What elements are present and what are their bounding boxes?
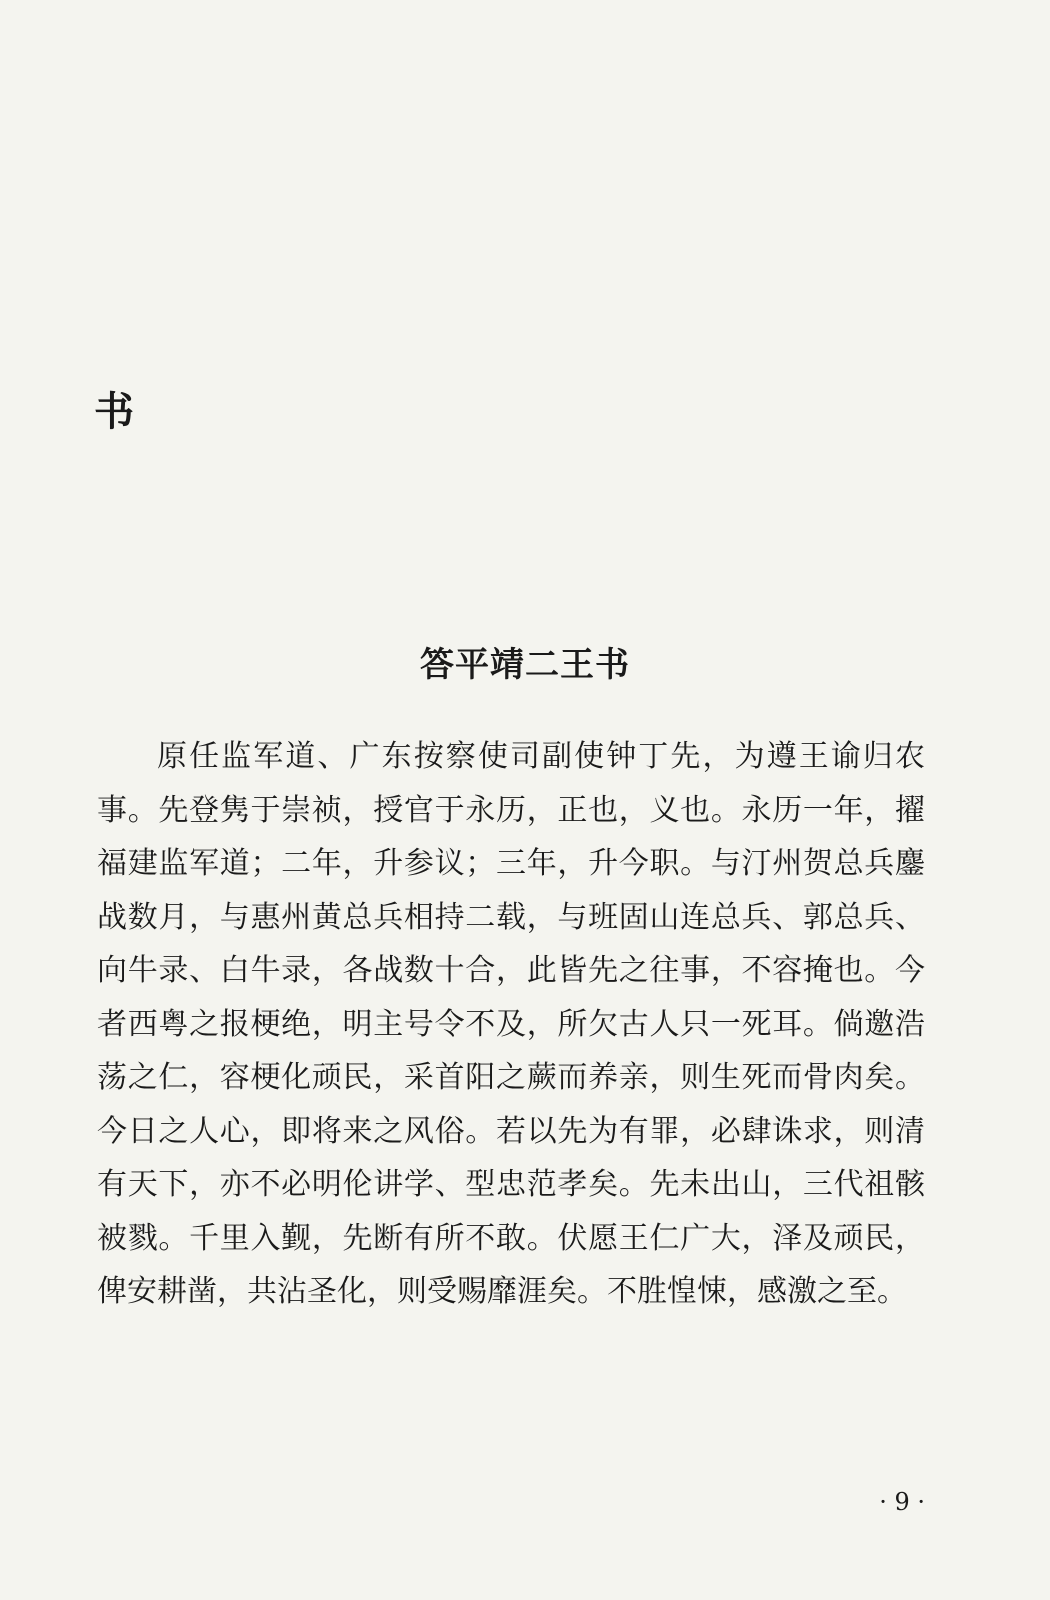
page-number: · 9 · [879,1488,925,1516]
section-heading: 书 [94,388,134,435]
essay-body: 原任监军道、广东按察使司副使钟丁先，为遵王谕归农事。先登隽于崇祯，授官于永历，正也，义也。永历一年，擢福建监军道；二年，升参议；三年，升今职。与汀州贺总兵鏖战数月，与惠州黄总兵相持二载，与班固山连总兵、郭总兵、向牛录、白牛录，各战数十合，此皆先之往事，不容掩也。今者西粤之报梗绝，明主号令不及，所欠古人只一死耳。倘邀浩荡之仁，容梗化顽民，采首阳之蕨而养亲，则生死而骨肉矣。今日之人心，即将来之风俗。若以先为有罪，必肆诛求，则清有天下，亦不必明伦讲学、型忠范孝矣。先未出山，三代祖骸被戮。千里入觐，先断有所不敢。伏愿王仁广大，泽及顽民，俾安耕凿，共沾圣化，则受赐靡涯矣。不胜惶悚，感激之至。 [97,739,925,1309]
essay-title: 答平靖二王书 [420,645,630,685]
